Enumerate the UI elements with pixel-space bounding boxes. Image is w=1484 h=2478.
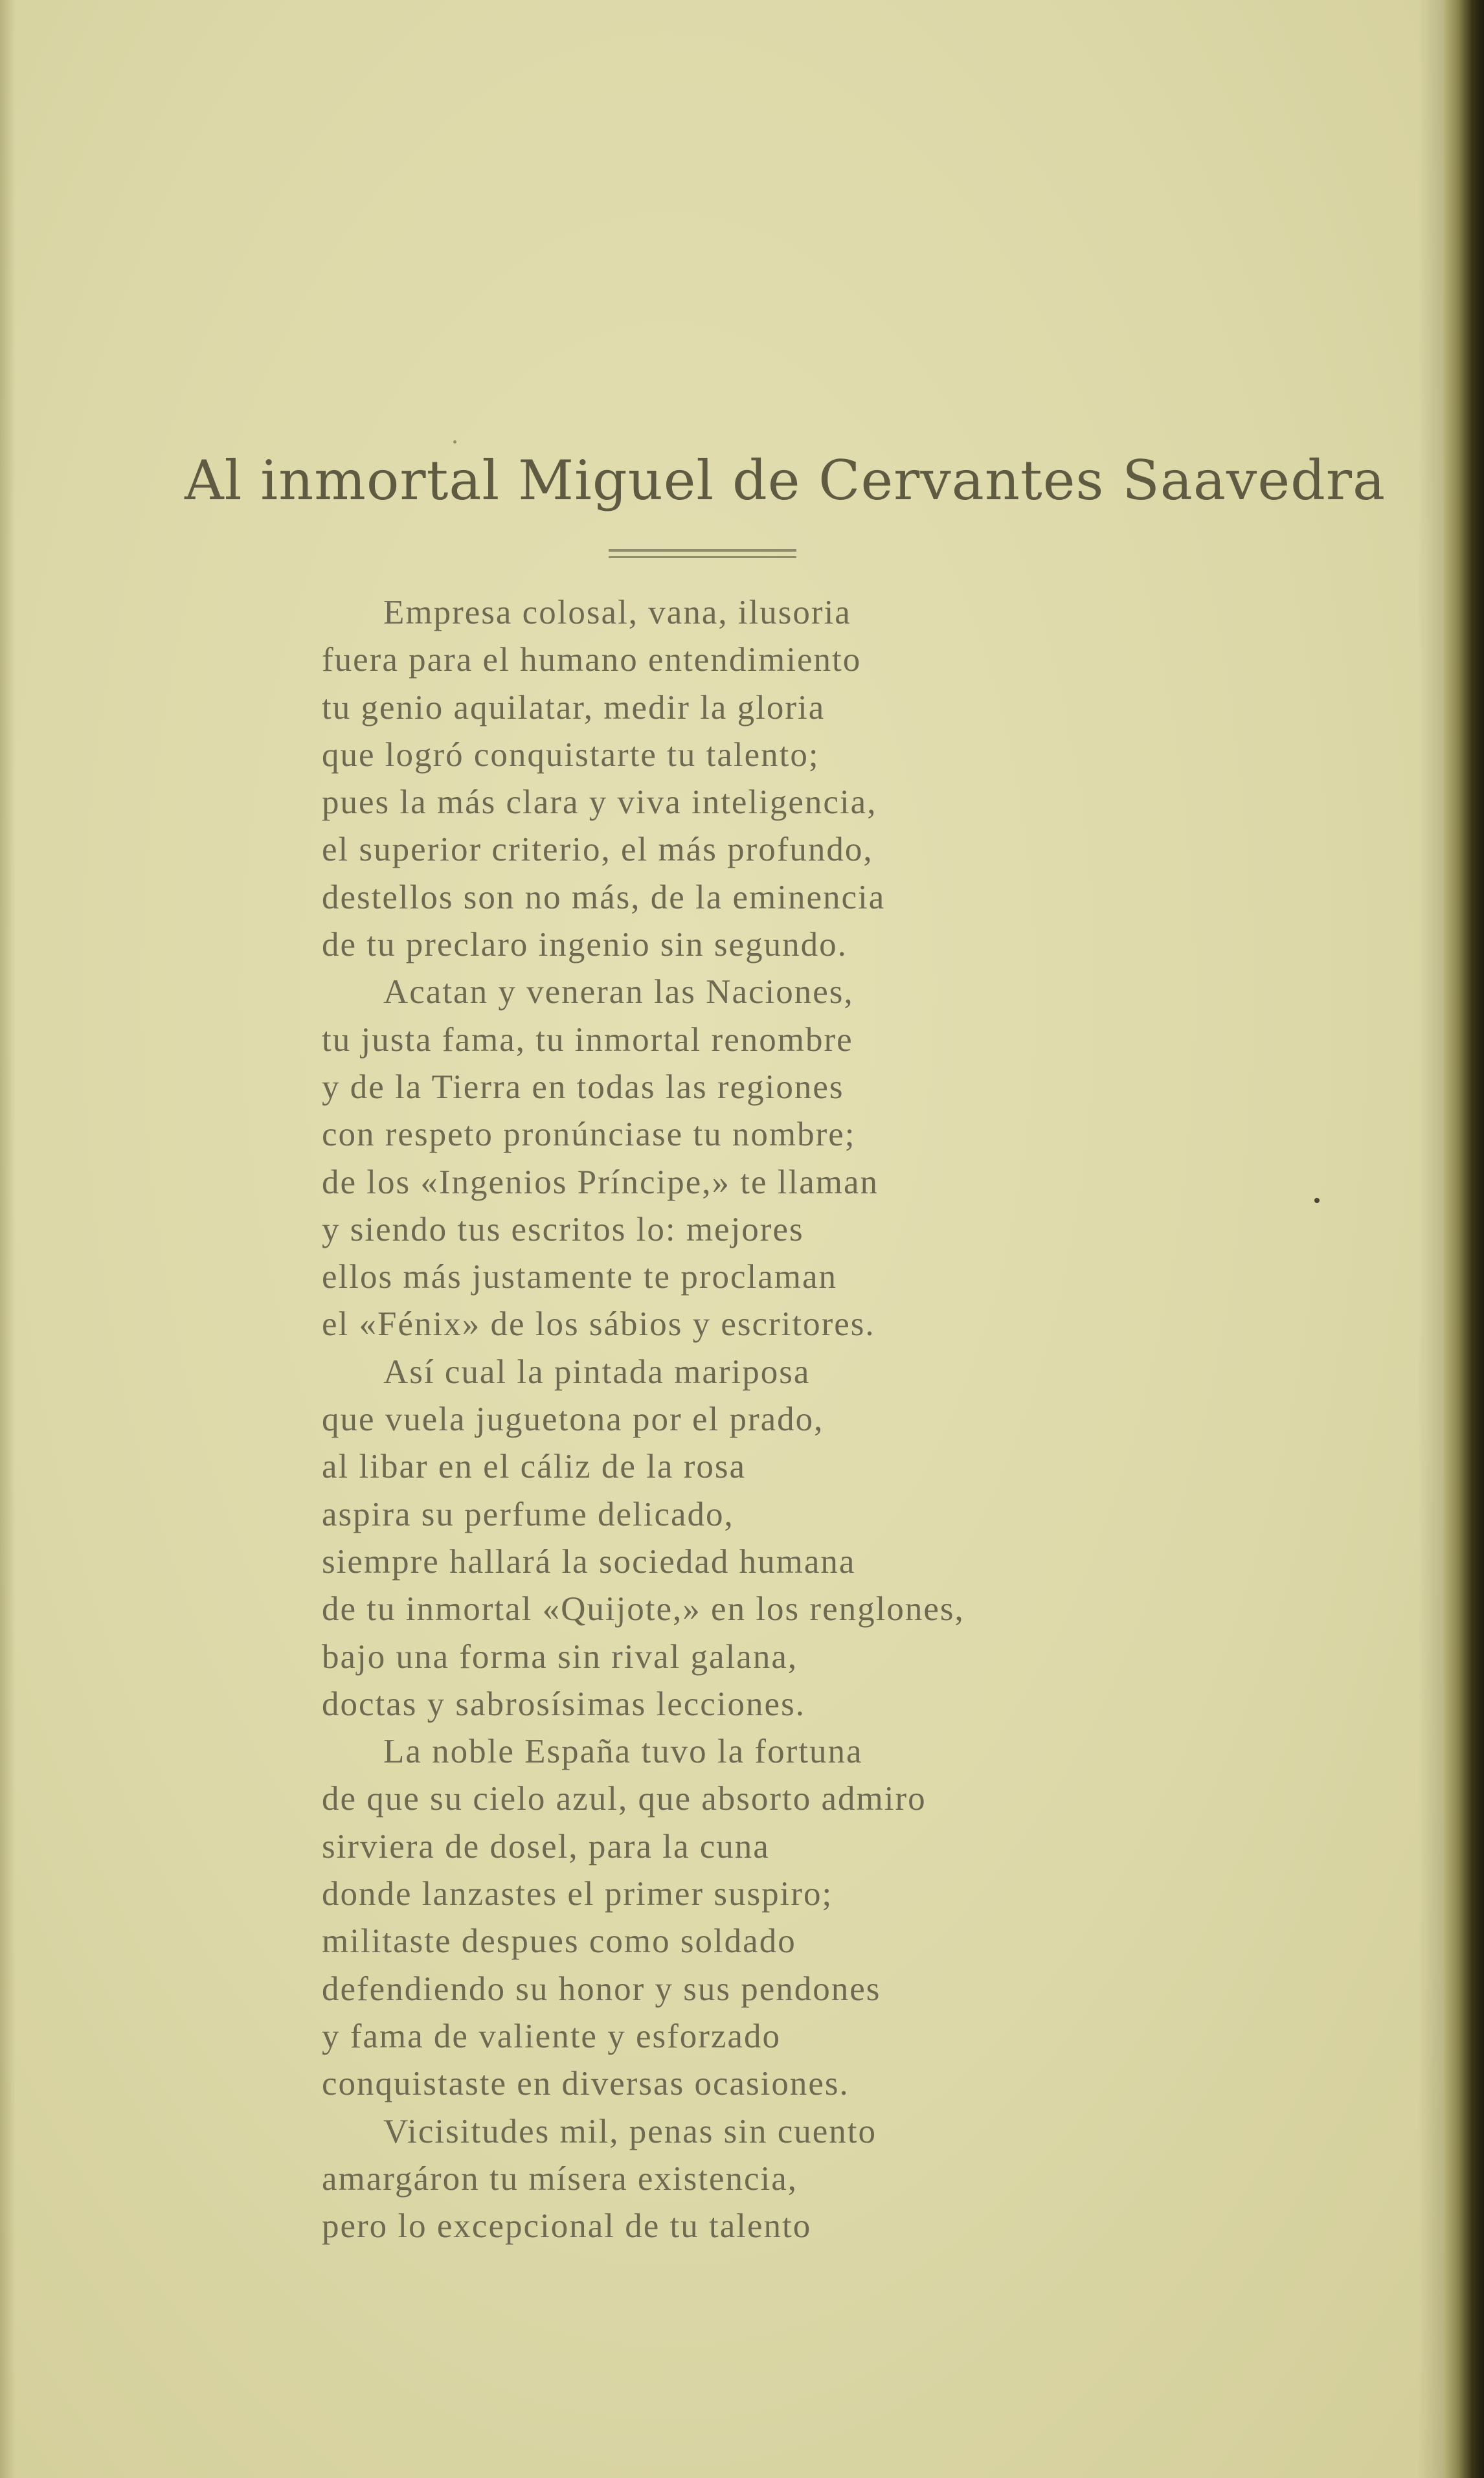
poem-line: y fama de valiente y esforzado [322, 2017, 781, 2055]
title-rule-bottom [609, 556, 796, 558]
ink-speck [1314, 1198, 1320, 1203]
poem-line: tu justa fama, tu inmortal renombre [322, 1020, 853, 1059]
poem-line: el «Fénix» de los sábios y escritores. [322, 1305, 875, 1344]
title-rule-top [609, 549, 796, 552]
poem-line: Empresa colosal, vana, ilusoria [383, 594, 851, 631]
poem-line: de que su cielo azul, que absorto admiro [322, 1780, 927, 1818]
page-left-shade [0, 0, 16, 2478]
poem-line: sirviera de dosel, para la cuna [322, 1827, 770, 1865]
poem-line: pues la más clara y viva inteligencia, [322, 783, 877, 822]
poem-line: pero lo excepcional de tu talento [322, 2207, 812, 2246]
poem-line: que vuela juguetona por el prado, [322, 1401, 824, 1439]
poem-body [322, 589, 1131, 2250]
poem-line: siempre hallará la sociedad humana [322, 1542, 856, 1581]
poem-line: destellos son no más, de la eminencia [322, 878, 886, 916]
poem-line: militaste despues como soldado [322, 1922, 796, 1961]
poem-line: Así cual la pintada mariposa [383, 1353, 811, 1391]
poem-line: y siendo tus escritos lo: mejores [322, 1210, 804, 1248]
poem-line: que logró conquistarte tu talento; [322, 736, 820, 774]
poem-line: Acatan y veneran las Naciones, [383, 973, 854, 1011]
poem-line: con respeto pronúnciase tu nombre; [322, 1116, 856, 1154]
poem-line: doctas y sabrosísimas lecciones. [322, 1685, 805, 1723]
poem-line: La noble España tuvo la fortuna [383, 1733, 863, 1771]
poem-line: el superior criterio, el más profundo, [322, 831, 873, 869]
poem-line: y de la Tierra en todas las regiones [322, 1068, 844, 1106]
poem-line: de tu preclaro ingenio sin segundo. [322, 926, 848, 964]
page-gutter-shadow [1418, 0, 1444, 2478]
poem-line: tu genio aquilatar, medir la gloria [322, 688, 826, 727]
ink-speck [453, 440, 456, 444]
poem-line: Vicisitudes mil, penas sin cuento [383, 2112, 877, 2150]
poem-line: donde lanzastes el primer suspiro; [322, 1875, 833, 1913]
poem-line: ellos más justamente te proclaman [322, 1258, 837, 1296]
poem-line: defendiendo su honor y sus pendones [322, 1970, 881, 2008]
poem-line: al libar en el cáliz de la rosa [322, 1448, 746, 1486]
poem-line: amargáron tu mísera existencia, [322, 2159, 798, 2198]
poem-line: bajo una forma sin rival galana, [322, 1638, 798, 1676]
poem-title: Al inmortal Miguel de Cervantes Saavedra [185, 449, 1386, 512]
poem-line: fuera para el humano entendimiento [322, 641, 862, 679]
poem-line: aspira su perfume delicado, [322, 1495, 734, 1533]
poem-line: de los «Ingenios Príncipe,» te llaman [322, 1163, 879, 1201]
poem-line: de tu inmortal «Quijote,» en los renglones, [322, 1590, 965, 1628]
poem-line: conquistaste en diversas ocasiones. [322, 2065, 849, 2103]
book-edge [1444, 0, 1484, 2478]
